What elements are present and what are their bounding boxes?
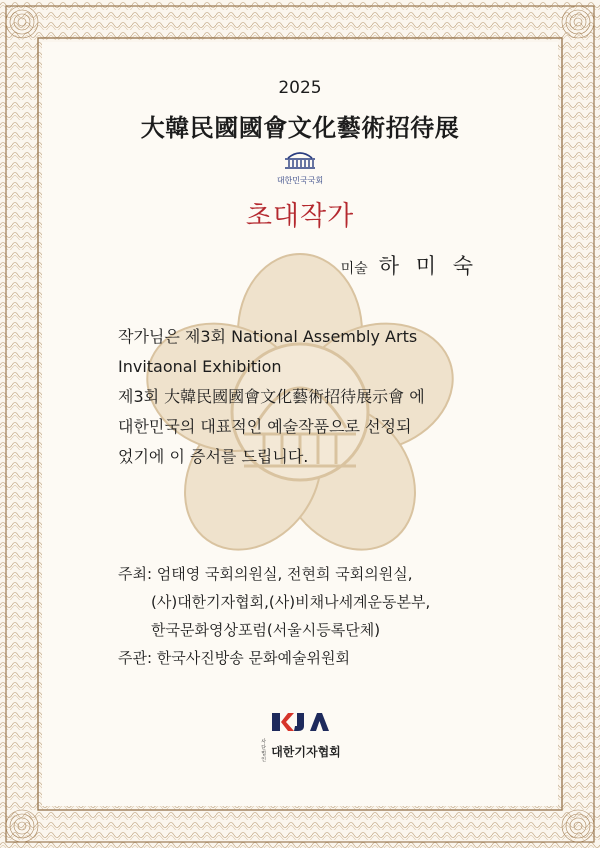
host-line: 한국문화영상포럼(서울시등록단체) xyxy=(151,621,381,639)
recipient xyxy=(341,250,478,280)
hosts-block xyxy=(118,560,518,672)
kja-logo-name: 대한기자협회 xyxy=(271,744,341,759)
exhibition-year: 2025 xyxy=(278,78,322,98)
exhibition-title: 大韓民國國會文化藝術招待展 xyxy=(140,114,460,142)
kja-logo-small-text: 사단법인 xyxy=(261,739,267,763)
award-title: 초대작가 xyxy=(245,201,355,232)
organizer-line: 주관: 한국사진방송 문화예술위원회 xyxy=(118,649,350,667)
body-line: 대한민국의 대표적인 예술작품으로 선정되 xyxy=(118,417,412,436)
body-line: 작가님은 제3회 National Assembly Arts xyxy=(118,327,418,346)
recipient-name: 하 미 숙 xyxy=(378,254,478,278)
body-line: Invitaonal Exhibition xyxy=(118,357,282,376)
kja-logo xyxy=(248,710,352,763)
national-assembly-logo xyxy=(270,146,330,186)
kja-logo-mark xyxy=(270,710,330,734)
host-line: 주최: 엄태영 국회의원실, 전현희 국회의원실, xyxy=(118,565,413,583)
body-line: 었기에 이 증서를 드립니다. xyxy=(118,447,309,466)
assembly-building-icon xyxy=(280,146,320,170)
certificate-body xyxy=(118,322,498,472)
national-assembly-logo-text: 대한민국국회 xyxy=(276,176,324,185)
recipient-category: 미술 xyxy=(340,261,368,277)
host-line: (사)대한기자협회,(사)비채나세계운동본부, xyxy=(151,593,431,611)
body-line: 제3회 大韓民國國會文化藝術招待展示會 에 xyxy=(118,387,425,406)
